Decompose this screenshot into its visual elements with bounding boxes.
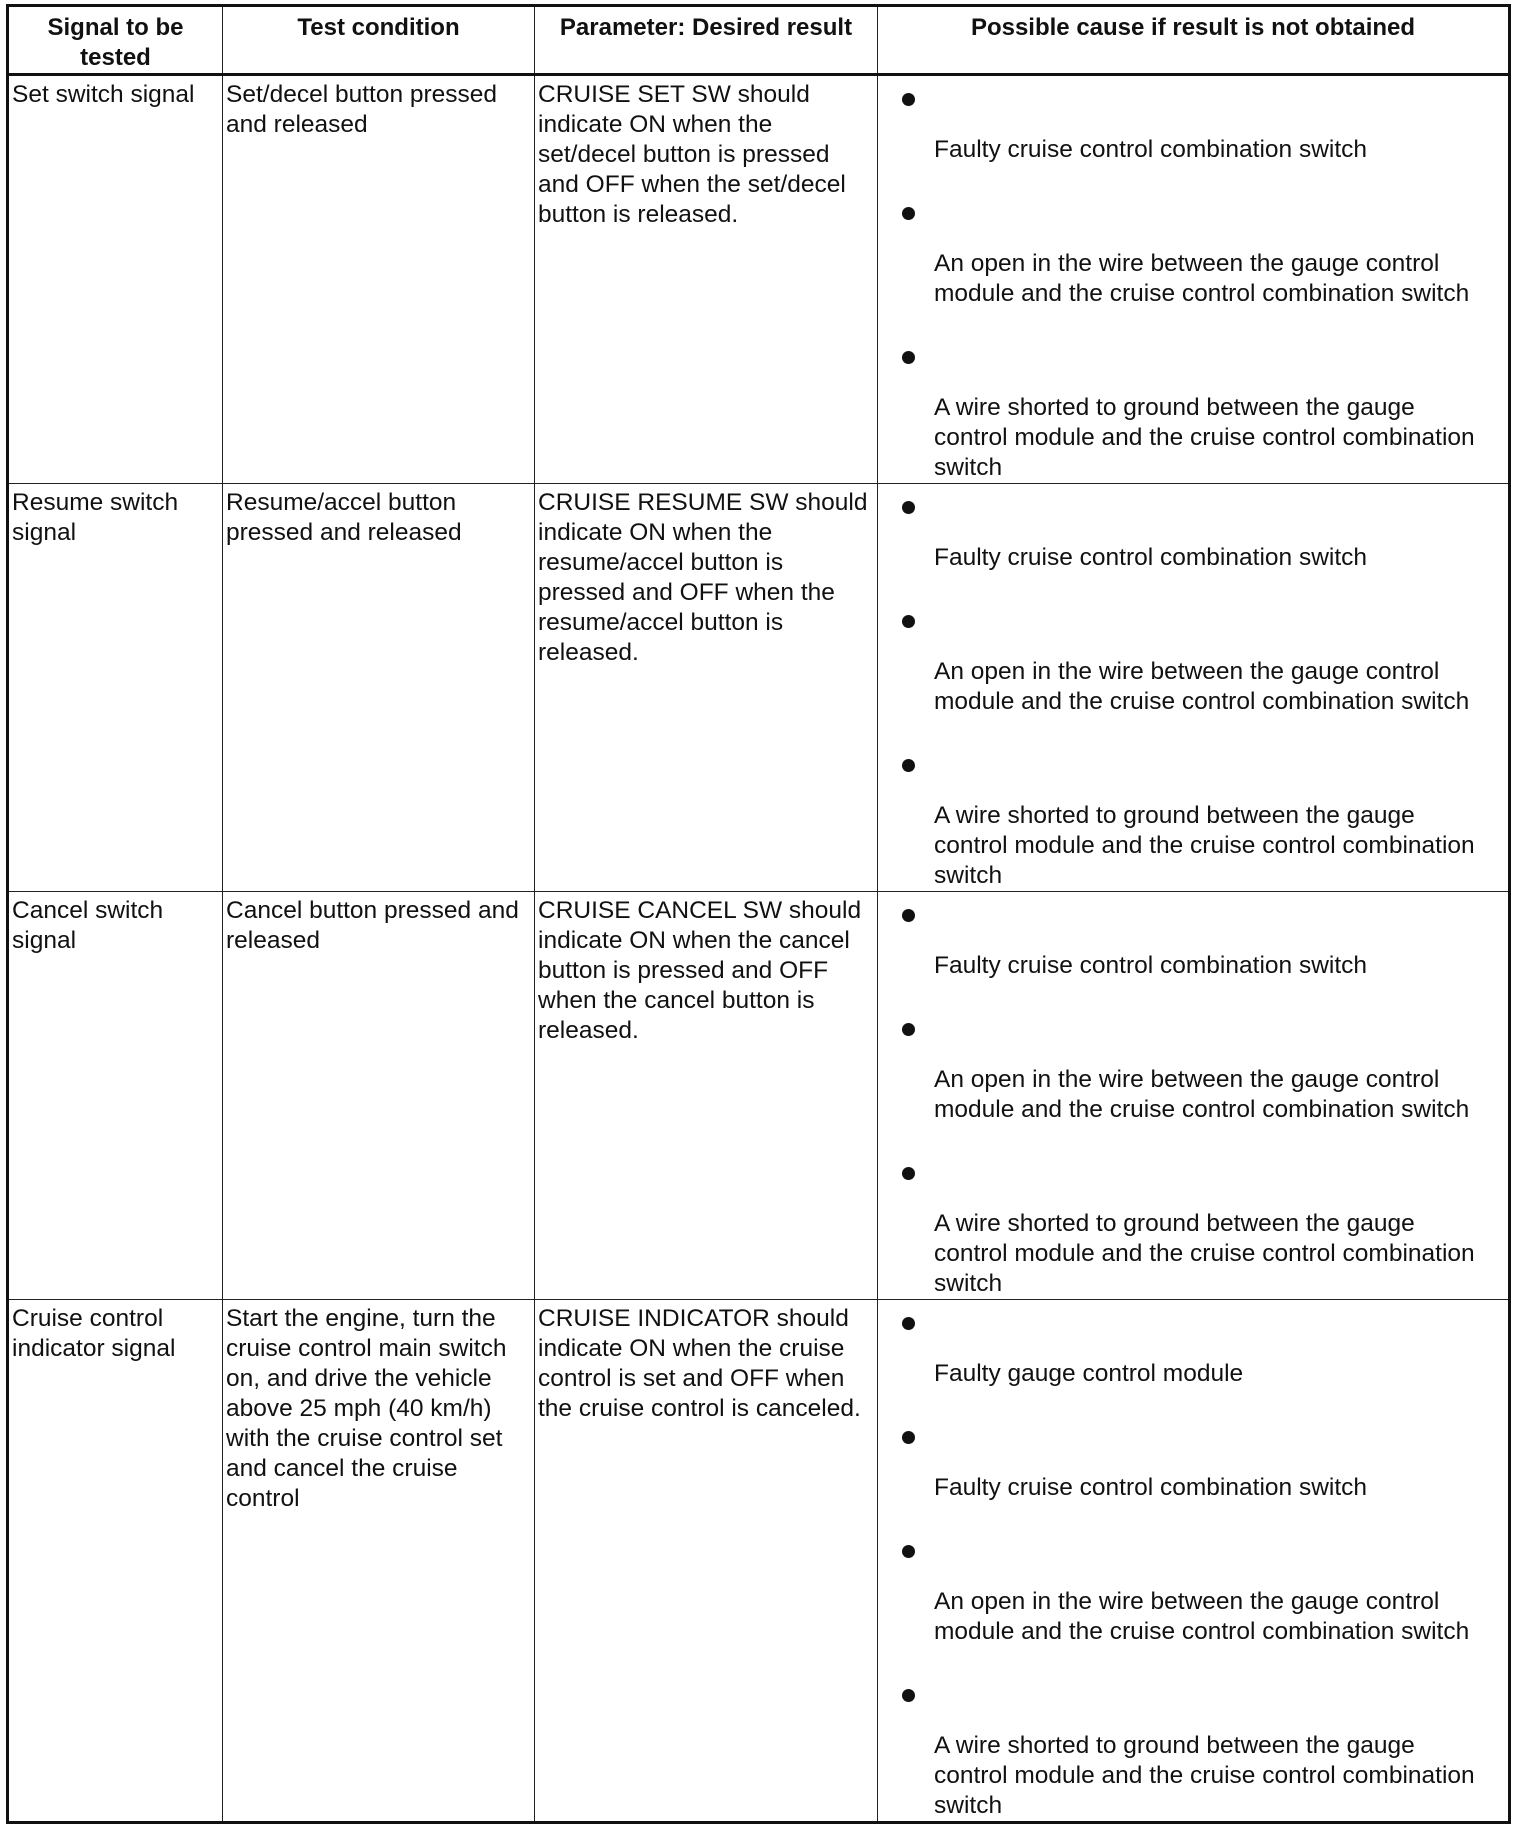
bullet-icon — [902, 207, 915, 220]
table-row — [8, 892, 1510, 1300]
cause-text: An open in the wire between the gauge control module and the cruise control combination switch — [934, 1588, 1470, 1645]
cause-item — [881, 615, 1504, 717]
diagnostic-table — [6, 4, 1511, 1824]
cell-condition: Start the engine, turn the cruise control main switch on, and drive the vehicle above 25 mph (40 km/h) with the cruise control set and cancel the cruise control — [223, 1300, 535, 1823]
cell-causes — [878, 484, 1510, 892]
header-parameter: Parameter: Desired result — [535, 6, 878, 75]
cause-text: Faulty cruise control combination switch — [934, 136, 1368, 163]
header-condition: Test condition — [223, 6, 535, 75]
table-row — [8, 1300, 1510, 1823]
bullet-icon — [902, 1545, 915, 1558]
bullet-icon — [902, 1689, 915, 1702]
cause-item — [881, 1545, 1504, 1647]
bullet-icon — [902, 1317, 915, 1330]
cause-text: Faulty cruise control combination switch — [934, 544, 1368, 571]
bullet-icon — [902, 759, 915, 772]
cause-item — [881, 501, 1504, 573]
cause-item — [881, 351, 1504, 483]
bullet-icon — [902, 909, 915, 922]
bullet-icon — [902, 1023, 915, 1036]
bullet-icon — [902, 615, 915, 628]
cause-text: Faulty cruise control combination switch — [934, 952, 1368, 979]
cell-parameter: CRUISE INDICATOR should indicate ON when the cruise control is set and OFF when the cruise control is canceled. — [535, 1300, 878, 1823]
cause-text: A wire shorted to ground between the gauge control module and the cruise control combination switch — [934, 1210, 1475, 1297]
cause-item — [881, 1431, 1504, 1503]
cause-text: A wire shorted to ground between the gauge control module and the cruise control combination switch — [934, 1732, 1475, 1819]
table-row — [8, 75, 1510, 484]
cell-parameter: CRUISE CANCEL SW should indicate ON when the cancel button is pressed and OFF when the cancel button is released. — [535, 892, 878, 1300]
cell-condition: Cancel button pressed and released — [223, 892, 535, 1300]
diagnostic-page — [6, 4, 1508, 1824]
cause-text: A wire shorted to ground between the gauge control module and the cruise control combination switch — [934, 394, 1475, 481]
cause-text: An open in the wire between the gauge control module and the cruise control combination switch — [934, 1066, 1470, 1123]
bullet-icon — [902, 501, 915, 514]
cell-parameter: CRUISE SET SW should indicate ON when the set/decel button is pressed and OFF when the set/decel button is released. — [535, 75, 878, 484]
cell-signal: Cruise control indicator signal — [8, 1300, 223, 1823]
cause-text: A wire shorted to ground between the gauge control module and the cruise control combination switch — [934, 802, 1475, 889]
bullet-icon — [902, 1431, 915, 1444]
cell-causes — [878, 1300, 1510, 1823]
cell-signal: Resume switch signal — [8, 484, 223, 892]
header-cause: Possible cause if result is not obtained — [878, 6, 1510, 75]
cause-text: Faulty gauge control module — [934, 1360, 1244, 1387]
cell-condition: Set/decel button pressed and released — [223, 75, 535, 484]
cell-causes — [878, 892, 1510, 1300]
bullet-icon — [902, 1167, 915, 1180]
cause-text: An open in the wire between the gauge control module and the cruise control combination switch — [934, 658, 1470, 715]
cause-item — [881, 1317, 1504, 1389]
cause-item — [881, 93, 1504, 165]
bullet-icon — [902, 93, 915, 106]
cell-signal: Cancel switch signal — [8, 892, 223, 1300]
cell-condition: Resume/accel button pressed and released — [223, 484, 535, 892]
cause-item — [881, 1689, 1504, 1821]
cause-item — [881, 207, 1504, 309]
bullet-icon — [902, 351, 915, 364]
cell-signal: Set switch signal — [8, 75, 223, 484]
cause-item — [881, 1023, 1504, 1125]
cause-text: An open in the wire between the gauge control module and the cruise control combination switch — [934, 250, 1470, 307]
cause-text: Faulty cruise control combination switch — [934, 1474, 1368, 1501]
cell-parameter: CRUISE RESUME SW should indicate ON when the resume/accel button is pressed and OFF when the resume/accel button is released. — [535, 484, 878, 892]
cause-item — [881, 759, 1504, 891]
cause-item — [881, 909, 1504, 981]
table-header-row — [8, 6, 1510, 75]
cell-causes — [878, 75, 1510, 484]
cause-item — [881, 1167, 1504, 1299]
table-row — [8, 484, 1510, 892]
header-signal: Signal to be tested — [8, 6, 223, 75]
